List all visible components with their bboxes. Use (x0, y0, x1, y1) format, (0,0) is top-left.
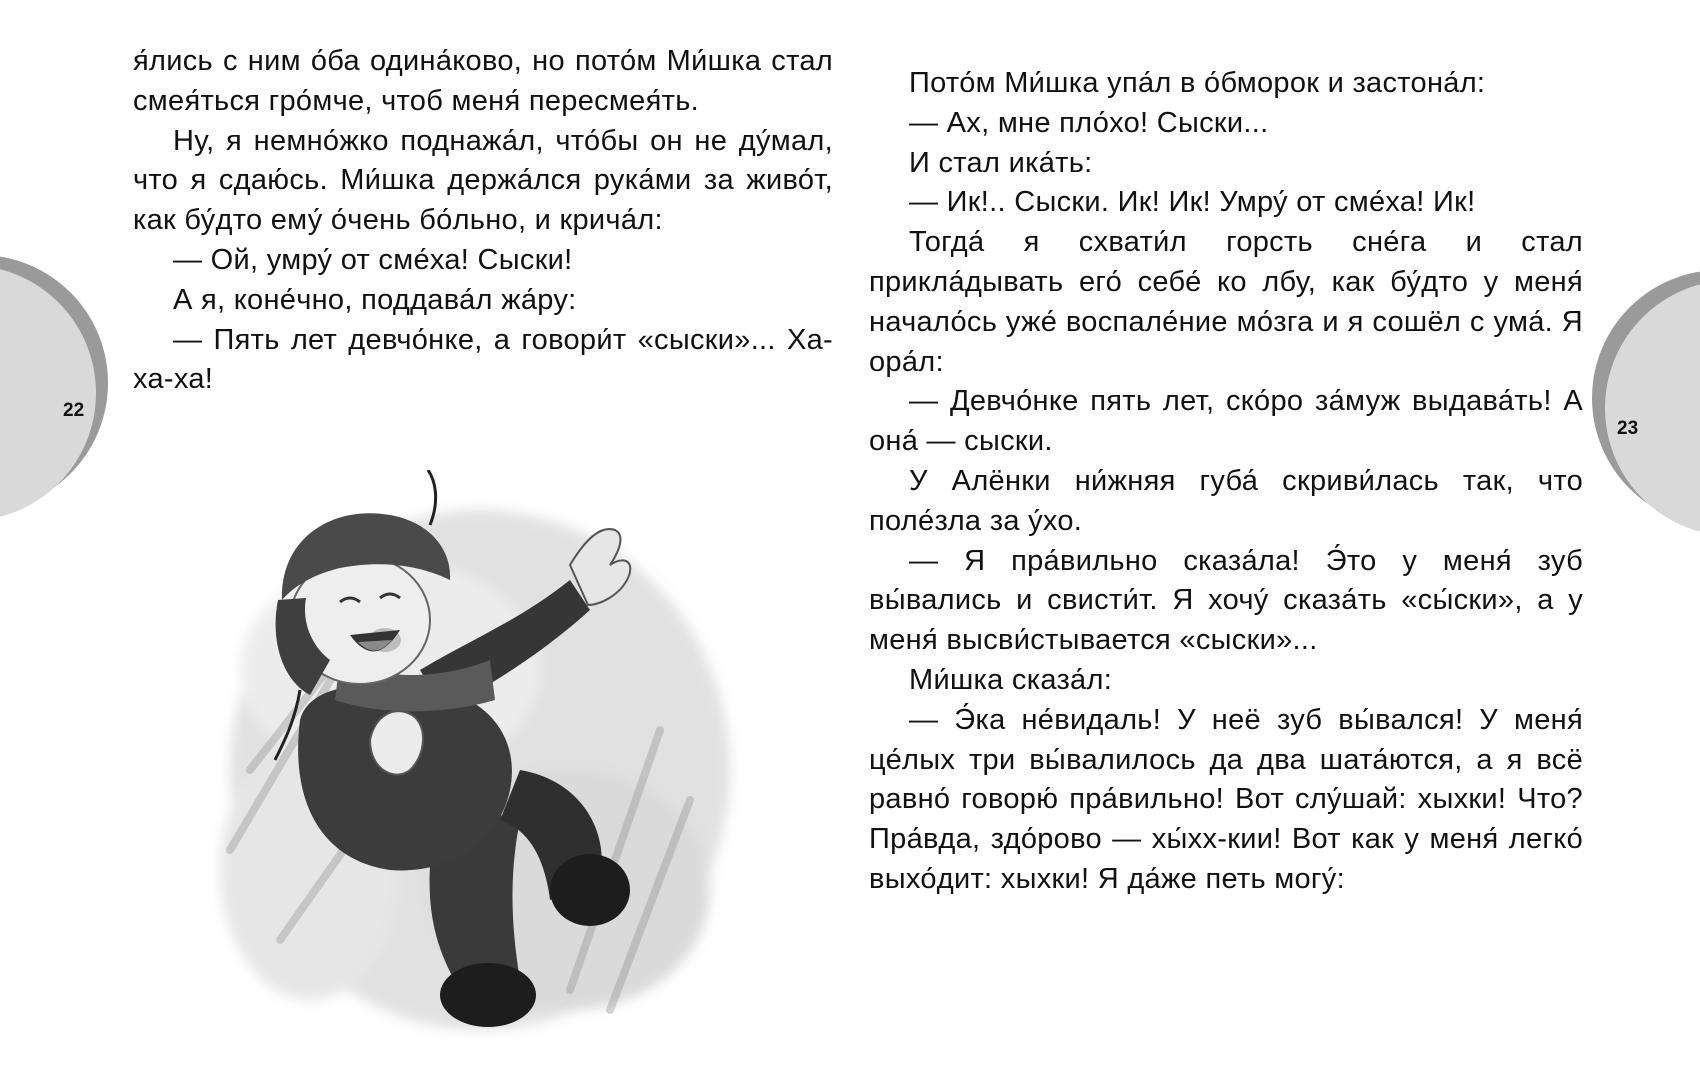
paragraph: А я, коне́чно, поддава́л жа́ру: (173, 283, 577, 316)
page-number-right: 23 (1617, 418, 1639, 439)
paragraph: И стал ика́ть: (909, 146, 1093, 179)
paragraph: Ми́шка сказа́л: (909, 663, 1113, 696)
left-text-column (133, 42, 833, 400)
right-text-column (869, 64, 1583, 900)
paragraph: — Ой, умру́ от сме́ха! Сыски! (173, 243, 573, 276)
paragraph: У Алёнки ни́жняя губа́ скриви́лась так, что поле́зла за у́хо. (869, 464, 1583, 537)
paragraph: — Ик!.. Сыски. Ик! Ик! Умру́ от сме́ха! Ик! (909, 186, 1476, 219)
paragraph: Пото́м Ми́шка упа́л в о́бморок и застона́л: (909, 67, 1486, 99)
paragraph: — Ах, мне пло́хо! Сыски... (909, 106, 1269, 139)
page-number-left: 22 (63, 400, 85, 421)
page-tab-left-inner (0, 265, 96, 521)
paragraph: — Я пра́вильно сказа́ла! Э́то у меня́ зуб вы́вались и свисти́т. Я хочу́ сказа́ть «сы́ски», а у меня́ высви́стывается «сыски»... (869, 544, 1583, 657)
paragraph: — Э́ка не́видаль! У неё зуб вы́вался! У меня́ це́лых три вы́валилось да два шата́ются, а я всё равно́ говорю́ пра́вильно! Вот слу́шай: хыхки! Что? Пра́вда, здо́рово — хы́хх-кии! Вот как у меня́ легко́ выхо́дит: хыхки! Я да́же петь могу́: (869, 703, 1583, 895)
paragraph: Ну, я немно́жко поднажа́л, что́бы он не ду́мал, что я сдаю́сь. Ми́шка держа́лся рука́ми за живо́т, как бу́дто ему́ о́чень бо́льно, и крича́л: (133, 124, 833, 237)
paragraph: Тогда́ я схвати́л горсть сне́га и стал прикла́дывать его́ себе́ ко лбу, как бу́дто у меня́ начало́сь уже́ воспале́ние мо́зга и я сошёл с ума́. Я ора́л: (869, 226, 1583, 378)
paragraph: я́лись с ним о́ба одина́ково, но пото́м Ми́шка стал смея́ться гро́мче, чтоб меня́ пересмея́ть. (133, 45, 833, 117)
paragraph: — Девчо́нке пять лет, ско́ро за́муж выдава́ть! А она́ — сыски. (869, 385, 1583, 458)
paragraph: — Пять лет девчо́нке, а говори́т «сыски»... Ха-ха-ха! (133, 323, 833, 396)
illustration-laughing-boy (190, 470, 750, 1050)
right-page (850, 0, 1700, 1080)
